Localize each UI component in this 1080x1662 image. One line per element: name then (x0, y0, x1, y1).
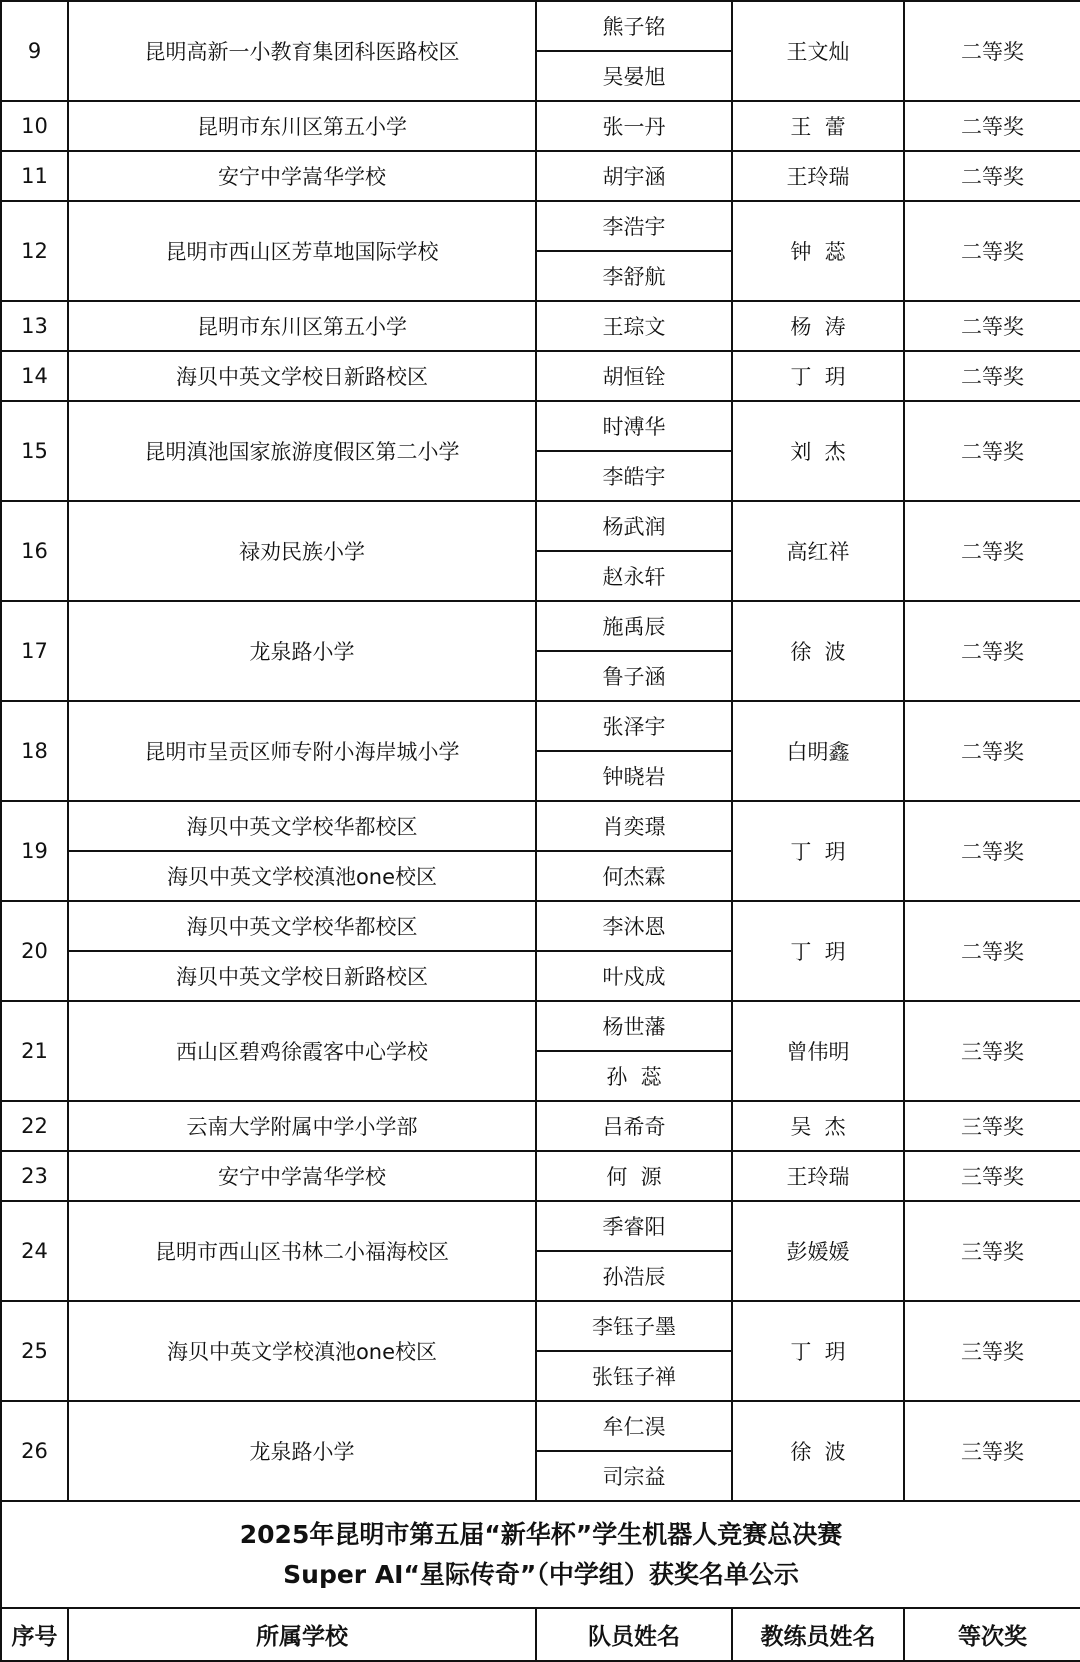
table-row (1, 1101, 1080, 1151)
member-name: 何杰霖 (536, 851, 732, 901)
coach-name: 丁 玥 (732, 351, 904, 401)
row-number: 20 (1, 901, 68, 1001)
member-name: 张钰子禅 (536, 1351, 732, 1401)
member-name: 钟晓岩 (536, 751, 732, 801)
award-level: 二等奖 (904, 351, 1080, 401)
school-name: 昆明滇池国家旅游度假区第二小学 (68, 401, 536, 501)
table-header-row (1, 1608, 1080, 1661)
header-coach: 教练员姓名 (732, 1608, 904, 1661)
school-name: 海贝中英文学校华都校区 (68, 801, 536, 851)
member-name: 司宗益 (536, 1451, 732, 1501)
coach-name: 吴 杰 (732, 1101, 904, 1151)
member-name: 胡恒铨 (536, 351, 732, 401)
school-name: 安宁中学嵩华学校 (68, 151, 536, 201)
coach-name: 徐 波 (732, 1401, 904, 1501)
header-no: 序号 (1, 1608, 68, 1661)
award-level: 二等奖 (904, 201, 1080, 301)
school-name: 龙泉路小学 (68, 601, 536, 701)
school-name: 昆明高新一小教育集团科医路校区 (68, 1, 536, 101)
school-name: 龙泉路小学 (68, 1401, 536, 1501)
school-name: 海贝中英文学校滇池one校区 (68, 1301, 536, 1401)
coach-name: 曾伟明 (732, 1001, 904, 1101)
section-title (1, 1501, 1080, 1608)
award-level: 二等奖 (904, 401, 1080, 501)
row-number: 9 (1, 1, 68, 101)
award-level: 二等奖 (904, 1, 1080, 101)
table-row (1, 801, 1080, 851)
member-name: 李皓宇 (536, 451, 732, 501)
school-name: 海贝中英文学校华都校区 (68, 901, 536, 951)
table-row (1, 351, 1080, 401)
award-level: 二等奖 (904, 801, 1080, 901)
award-level: 二等奖 (904, 151, 1080, 201)
row-number: 17 (1, 601, 68, 701)
coach-name: 钟 蕊 (732, 201, 904, 301)
table-row (1, 501, 1080, 551)
award-level: 三等奖 (904, 1301, 1080, 1401)
award-level: 三等奖 (904, 1101, 1080, 1151)
member-name: 胡宇涵 (536, 151, 732, 201)
member-name: 杨武润 (536, 501, 732, 551)
member-name: 张一丹 (536, 101, 732, 151)
row-number: 16 (1, 501, 68, 601)
row-number: 13 (1, 301, 68, 351)
coach-name: 王文灿 (732, 1, 904, 101)
award-table-body (1, 1, 1080, 1661)
award-level: 三等奖 (904, 1001, 1080, 1101)
row-number: 14 (1, 351, 68, 401)
row-number: 12 (1, 201, 68, 301)
school-name: 昆明市西山区书林二小福海校区 (68, 1201, 536, 1301)
member-name: 李浩宇 (536, 201, 732, 251)
table-row (1, 1, 1080, 51)
award-level: 二等奖 (904, 501, 1080, 601)
member-name: 赵永轩 (536, 551, 732, 601)
row-number: 25 (1, 1301, 68, 1401)
table-row (1, 1401, 1080, 1451)
table-row (1, 1001, 1080, 1051)
coach-name: 刘 杰 (732, 401, 904, 501)
coach-name: 王 蕾 (732, 101, 904, 151)
award-level: 二等奖 (904, 101, 1080, 151)
row-number: 18 (1, 701, 68, 801)
row-number: 10 (1, 101, 68, 151)
school-name: 海贝中英文学校滇池one校区 (68, 851, 536, 901)
section-title-line2: Super AI“星际传奇”（中学组）获奖名单公示 (283, 1559, 799, 1589)
table-row (1, 1301, 1080, 1351)
table-row (1, 151, 1080, 201)
award-level: 三等奖 (904, 1201, 1080, 1301)
school-name: 禄劝民族小学 (68, 501, 536, 601)
member-name: 孙浩辰 (536, 1251, 732, 1301)
member-name: 肖奕璟 (536, 801, 732, 851)
school-name: 云南大学附属中学小学部 (68, 1101, 536, 1151)
member-name: 吕希奇 (536, 1101, 732, 1151)
section-title-row (1, 1501, 1080, 1608)
header-members: 队员姓名 (536, 1608, 732, 1661)
school-name: 西山区碧鸡徐霞客中心学校 (68, 1001, 536, 1101)
coach-name: 王玲瑞 (732, 151, 904, 201)
coach-name: 白明鑫 (732, 701, 904, 801)
coach-name: 杨 涛 (732, 301, 904, 351)
header-school: 所属学校 (68, 1608, 536, 1661)
coach-name: 丁 玥 (732, 801, 904, 901)
member-name: 李舒航 (536, 251, 732, 301)
coach-name: 丁 玥 (732, 1301, 904, 1401)
member-name: 时溥华 (536, 401, 732, 451)
member-name: 施禹辰 (536, 601, 732, 651)
table-row (1, 101, 1080, 151)
member-name: 李钰子墨 (536, 1301, 732, 1351)
award-level: 三等奖 (904, 1401, 1080, 1501)
row-number: 19 (1, 801, 68, 901)
section-title-line1: 2025年昆明市第五届“新华杯”学生机器人竞赛总决赛 (239, 1519, 843, 1549)
member-name: 张泽宇 (536, 701, 732, 751)
row-number: 11 (1, 151, 68, 201)
award-level: 二等奖 (904, 901, 1080, 1001)
school-name: 安宁中学嵩华学校 (68, 1151, 536, 1201)
member-name: 叶戍成 (536, 951, 732, 1001)
member-name: 何 源 (536, 1151, 732, 1201)
award-level: 二等奖 (904, 301, 1080, 351)
school-name: 海贝中英文学校日新路校区 (68, 351, 536, 401)
award-level: 三等奖 (904, 1151, 1080, 1201)
school-name: 海贝中英文学校日新路校区 (68, 951, 536, 1001)
coach-name: 高红祥 (732, 501, 904, 601)
header-award: 等次奖 (904, 1608, 1080, 1661)
award-level: 二等奖 (904, 601, 1080, 701)
table-row (1, 1201, 1080, 1251)
table-row (1, 301, 1080, 351)
coach-name: 王玲瑞 (732, 1151, 904, 1201)
member-name: 牟仁淏 (536, 1401, 732, 1451)
row-number: 22 (1, 1101, 68, 1151)
coach-name: 徐 波 (732, 601, 904, 701)
member-name: 王琮文 (536, 301, 732, 351)
member-name: 吴晏旭 (536, 51, 732, 101)
table-row (1, 701, 1080, 751)
row-number: 26 (1, 1401, 68, 1501)
school-name: 昆明市呈贡区师专附小海岸城小学 (68, 701, 536, 801)
table-row (1, 401, 1080, 451)
table-row (1, 1151, 1080, 1201)
table-row (1, 201, 1080, 251)
member-name: 季睿阳 (536, 1201, 732, 1251)
member-name: 熊子铭 (536, 1, 732, 51)
award-level: 二等奖 (904, 701, 1080, 801)
school-name: 昆明市西山区芳草地国际学校 (68, 201, 536, 301)
row-number: 21 (1, 1001, 68, 1101)
row-number: 15 (1, 401, 68, 501)
coach-name: 丁 玥 (732, 901, 904, 1001)
member-name: 孙 蕊 (536, 1051, 732, 1101)
member-name: 李沐恩 (536, 901, 732, 951)
member-name: 鲁子涵 (536, 651, 732, 701)
row-number: 24 (1, 1201, 68, 1301)
table-row (1, 601, 1080, 651)
table-row (1, 901, 1080, 951)
member-name: 杨世藩 (536, 1001, 732, 1051)
school-name: 昆明市东川区第五小学 (68, 101, 536, 151)
coach-name: 彭媛媛 (732, 1201, 904, 1301)
row-number: 23 (1, 1151, 68, 1201)
school-name: 昆明市东川区第五小学 (68, 301, 536, 351)
